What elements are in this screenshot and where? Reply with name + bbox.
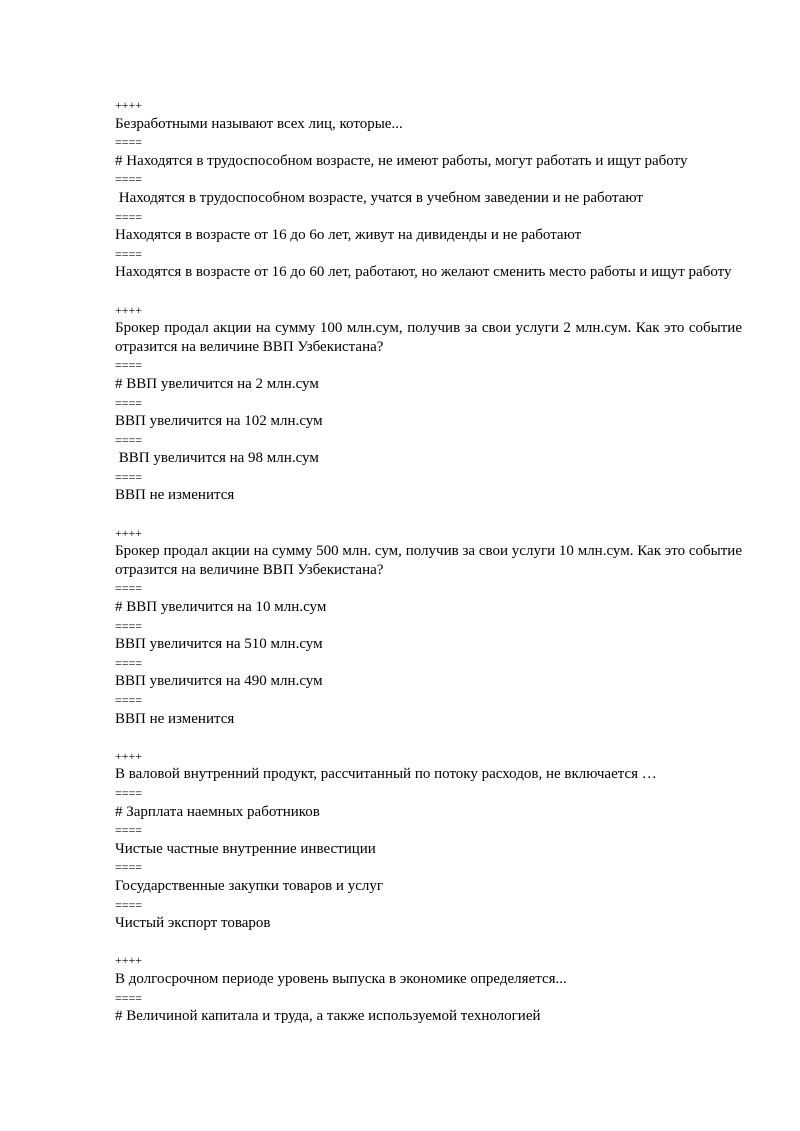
answer-separator: ==== bbox=[115, 581, 143, 596]
answer-option: ВВП увеличится на 510 млн.сум bbox=[115, 636, 323, 653]
answer-separator: ==== bbox=[115, 135, 143, 150]
answer-separator: ==== bbox=[115, 172, 143, 187]
answer-separator: ==== bbox=[115, 785, 143, 800]
answer-option: Находятся в возрасте от 16 до 60 лет, работают, но желают сменить место работы и ищут работу bbox=[115, 264, 732, 281]
answer-option: ВВП увеличится на 98 млн.сум bbox=[115, 450, 319, 467]
answer-separator: ==== bbox=[115, 693, 143, 707]
question-text: Брокер продал акции на сумму 500 млн. сум, получив за свои услуги 10 млн.сум. Как это событие отразится на величине ВВП Узбекистана? bbox=[115, 543, 746, 578]
test-content bbox=[115, 96, 746, 1026]
question-marker: ++++ bbox=[115, 302, 143, 317]
answer-separator: ==== bbox=[115, 358, 143, 373]
answer-option: # Находятся в трудоспособном возрасте, не имеют работы, могут работать и ищут работу bbox=[115, 152, 688, 169]
question-text: Брокер продал акции на сумму 100 млн.сум, получив за свои услуги 2 млн.сум. Как это событие отразится на величине ВВП Узбекистана? bbox=[115, 320, 746, 355]
question-block bbox=[115, 301, 746, 506]
question-marker: ++++ bbox=[115, 748, 143, 763]
question-text: Безработными называют всех лиц, которые... bbox=[115, 115, 403, 132]
answer-option: ВВП увеличится на 102 млн.сум bbox=[115, 413, 323, 430]
answer-separator: ==== bbox=[115, 990, 143, 1005]
answer-separator: ==== bbox=[115, 246, 143, 261]
answer-option: Находятся в возрасте от 16 до 6о лет, живут на дивиденды и не работают bbox=[115, 227, 582, 244]
answer-separator: ==== bbox=[115, 432, 143, 447]
question-marker: ++++ bbox=[115, 525, 143, 540]
answer-separator: ==== bbox=[115, 395, 143, 410]
answer-option: # Величиной капитала и труда, а также используемой технологией bbox=[115, 1008, 541, 1025]
question-marker: ++++ bbox=[115, 98, 143, 112]
answer-option: ВВП не изменится bbox=[115, 487, 235, 504]
question-marker: ++++ bbox=[115, 953, 143, 968]
question-block bbox=[115, 747, 742, 933]
answer-option: Находятся в трудоспособном возрасте, учатся в учебном заведении и не работают bbox=[115, 189, 643, 206]
answer-option: # ВВП увеличится на 10 млн.сум bbox=[115, 599, 327, 616]
answer-option: ВВП не изменится bbox=[115, 710, 235, 727]
answer-separator: ==== bbox=[115, 469, 143, 484]
answer-separator: ==== bbox=[115, 860, 143, 875]
answer-separator: ==== bbox=[115, 209, 143, 224]
answer-option: # Зарплата наемных работников bbox=[115, 803, 320, 820]
question-text: В валовой внутренний продукт, рассчитанный по потоку расходов, не включается … bbox=[115, 766, 657, 783]
answer-option: Государственные закупки товаров и услуг bbox=[115, 877, 383, 894]
question-block bbox=[115, 96, 742, 282]
answer-separator: ==== bbox=[115, 655, 143, 670]
answer-separator: ==== bbox=[115, 897, 143, 912]
answer-separator: ==== bbox=[115, 823, 143, 838]
question-block bbox=[115, 524, 746, 729]
question-text: В долгосрочном периоде уровень выпуска в экономике определяется... bbox=[115, 970, 567, 987]
answer-option: Чистый экспорт товаров bbox=[115, 915, 271, 932]
answer-option: # ВВП увеличится на 2 млн.сум bbox=[115, 375, 319, 392]
question-block bbox=[115, 951, 742, 1025]
answer-option: ВВП увеличится на 490 млн.сум bbox=[115, 673, 323, 690]
answer-option: Чистые частные внутренние инвестиции bbox=[115, 840, 376, 857]
answer-separator: ==== bbox=[115, 618, 143, 633]
